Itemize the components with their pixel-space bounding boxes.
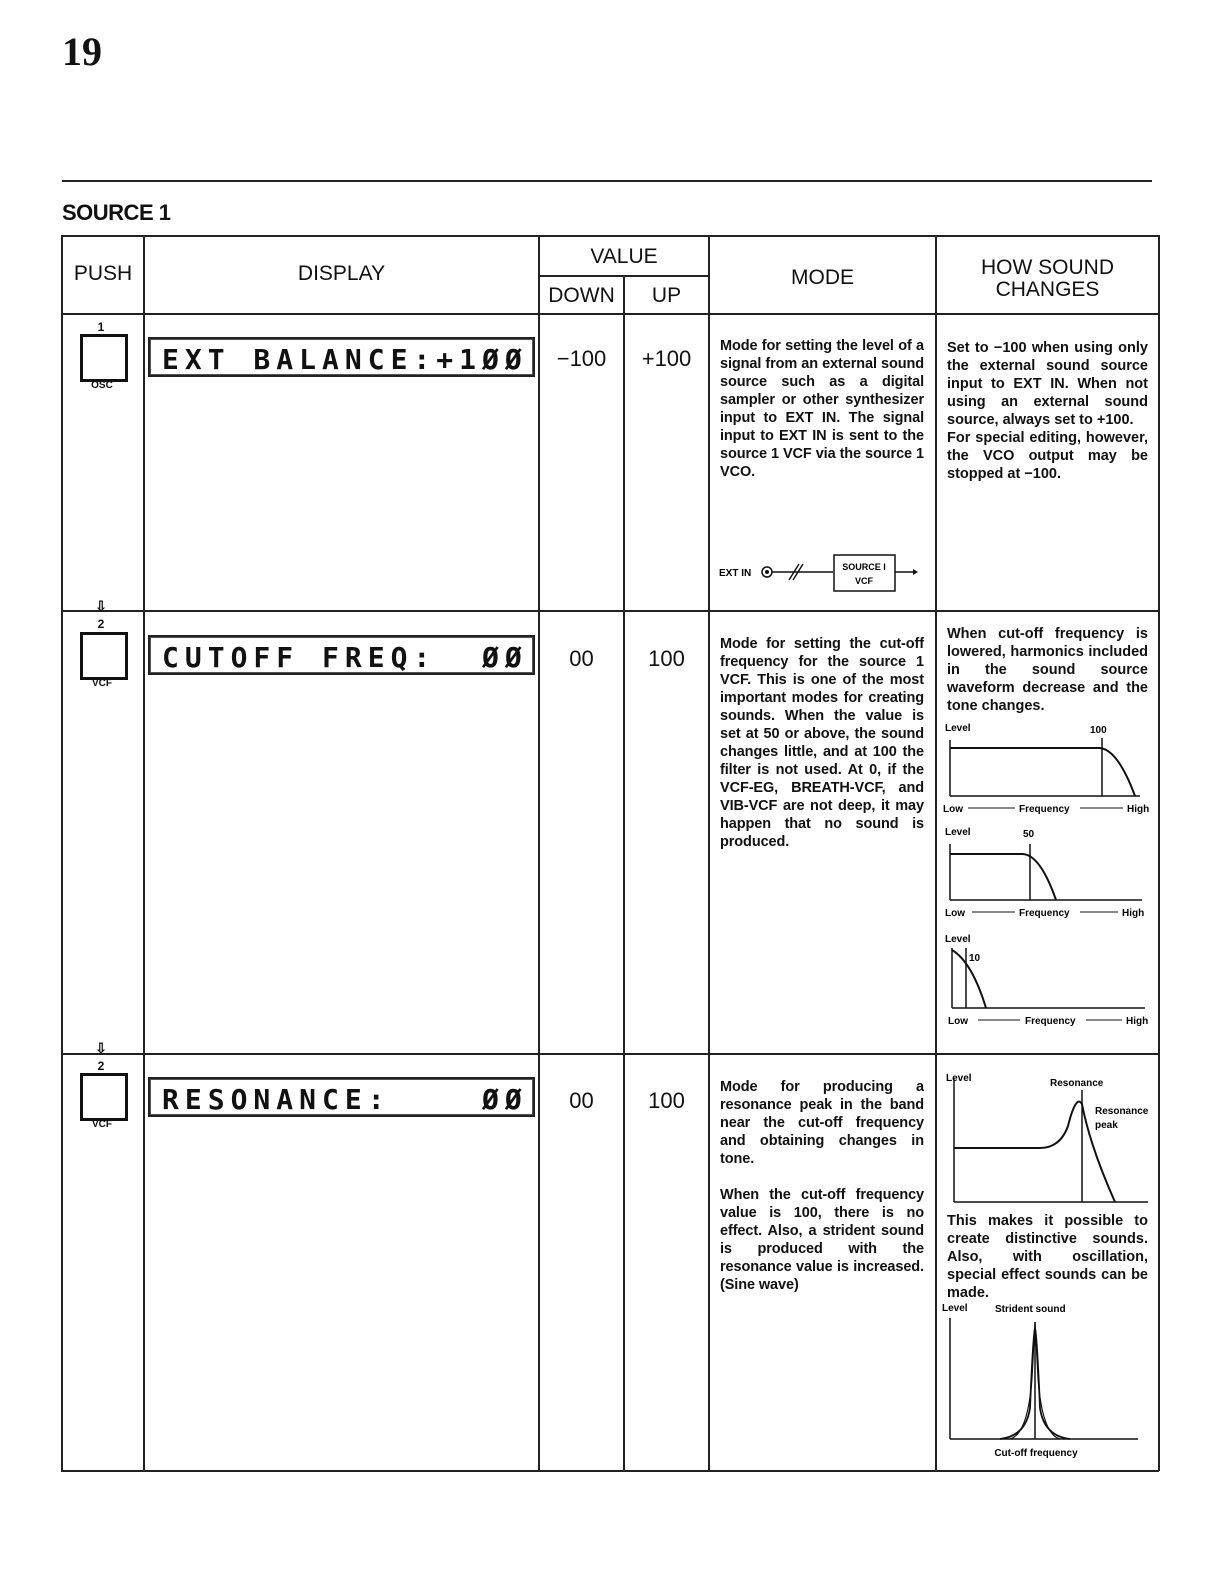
push-label: VCF [92,1119,112,1130]
lcd-display: CUTOFF FREQ: ØØ [148,635,535,675]
svg-text:Frequency: Frequency [1019,804,1070,815]
how-sound-changes-text: Set to −100 when using only the external sound source input to EXT IN. When not using an external sound source, always set to +100. For special editing, however, the VCO output may be stopped at −100. [947,340,1148,482]
cutoff-50-graph [940,822,1155,922]
header-display: DISPLAY [297,262,386,285]
svg-text:Resonance: Resonance [1050,1078,1104,1089]
lcd-display: EXT BALANCE:+1ØØ [148,337,535,377]
lcd-display: RESONANCE: ØØ [148,1077,535,1117]
how-sound-changes-text: When cut-off frequency is lowered, harmonics included in the sound source waveform decrease and the tone changes. [947,626,1148,714]
push-number: 1 [97,320,105,334]
svg-text:Frequency: Frequency [1025,1016,1076,1027]
header-up: UP [651,284,682,307]
value-up: +100 [641,346,692,371]
svg-text:Low: Low [945,908,965,919]
svg-text:High: High [1127,804,1150,815]
header-down: DOWN [548,284,615,307]
section-title: SOURCE 1 [62,200,171,225]
svg-text:50: 50 [1023,829,1035,840]
svg-text:EXT IN: EXT IN [719,568,752,579]
svg-text:Low: Low [943,804,963,815]
value-up: 100 [648,1088,685,1113]
header-rule [62,180,1152,182]
svg-text:SOURCE I: SOURCE I [842,562,886,572]
svg-text:Strident sound: Strident sound [995,1304,1066,1315]
push-label: OSC [91,380,113,391]
svg-text:Level: Level [945,827,971,838]
svg-text:Level: Level [945,934,971,945]
cutoff-100-graph [940,718,1155,818]
svg-text:Level: Level [942,1303,968,1314]
svg-text:Resonance: Resonance [1095,1106,1149,1117]
mode-description: Mode for setting the level of a signal from an external sound source such as a digital sampler or other synthesizer input to EXT IN. The signal input to EXT IN is sent to the source 1 VCF via the source 1 VCO. [720,338,924,480]
push-number: 2 [97,617,105,631]
header-push: PUSH [73,262,133,285]
value-down: 00 [569,646,594,671]
svg-text:10: 10 [969,953,981,964]
osc-push-button[interactable] [80,334,128,382]
svg-text:Level: Level [946,1073,972,1084]
down-arrow-icon: ⇩ [95,1040,107,1056]
header-value: VALUE [590,245,658,268]
svg-text:peak: peak [1095,1120,1118,1131]
down-arrow-icon: ⇩ [95,598,107,614]
svg-text:High: High [1122,908,1145,919]
page-number: 19 [62,29,102,74]
mode-description: Mode for producing a resonance peak in the band near the cut-off frequency and obtaining changes in tone. When the cut-off frequency value is 100, there is no effect. Also, a strident sound is produced with the resonance value is increased. (Sine wave) [720,1079,924,1293]
svg-text:Level: Level [945,723,971,734]
value-down: −100 [556,346,607,371]
svg-text:Low: Low [948,1016,968,1027]
strident-sound-graph [940,1298,1155,1464]
vcf-push-button[interactable] [80,1073,128,1121]
svg-text:High: High [1126,1016,1149,1027]
svg-text:VCF: VCF [855,576,873,586]
header-how-sound-changes: HOW SOUND CHANGES [981,256,1114,302]
svg-text:Cut-off frequency: Cut-off frequency [994,1448,1078,1459]
vcf-push-button[interactable] [80,632,128,680]
how-sound-changes-text: This makes it possible to create distinctive sounds. Also, with oscillation, special effect sounds can be made. [947,1213,1148,1301]
value-up: 100 [648,646,685,671]
mode-description: Mode for setting the cut-off frequency for the source 1 VCF. This is one of the most important modes for creating sounds. When the value is set at 50 or above, the sound changes little, and at 100 the filter is not used. At 0, if the VCF-EG, BREATH-VCF, and VIB-VCF are not deep, it may happen that no sound is produced. [720,636,924,850]
ext-in-signal-diagram [715,548,930,600]
resonance-graph [940,1066,1155,1208]
push-number: 2 [97,1059,105,1073]
header-mode: MODE [791,266,854,289]
svg-text:100: 100 [1090,725,1107,736]
cutoff-10-graph [940,928,1155,1030]
value-down: 00 [569,1088,594,1113]
svg-text:Frequency: Frequency [1019,908,1070,919]
push-label: VCF [92,678,112,689]
